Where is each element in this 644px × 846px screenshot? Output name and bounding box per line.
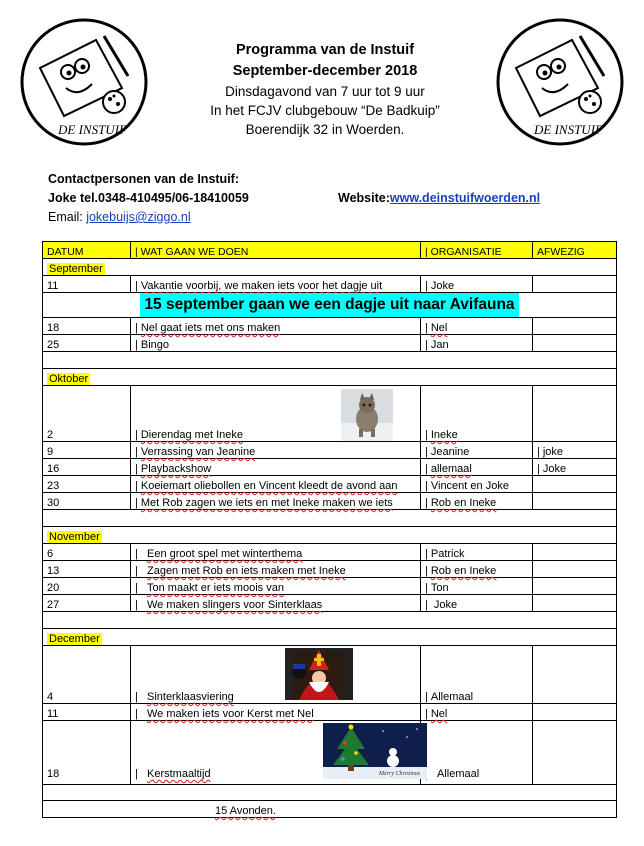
contact-phone: Joke tel.0348-410495/06-18410059 (48, 191, 249, 205)
email-label: Email: (48, 210, 87, 224)
spacer-row (43, 352, 617, 369)
header-afwezig: AFWEZIG (533, 242, 617, 259)
header-datum: DATUM (43, 242, 131, 259)
xmas-caption: Merry Christmas (379, 771, 421, 777)
page-title: Programma van de Instuif (235, 42, 415, 58)
cat-photo-icon (341, 389, 393, 441)
month-row-december (43, 629, 617, 646)
christmas-tree-icon (323, 723, 427, 779)
header-line-location: In het FCJV clubgebouw “De Badkuip” (210, 103, 440, 118)
month-row-oktober (43, 369, 617, 386)
sinterklaas-icon (285, 648, 353, 700)
header-organisatie: | ORGANISATIE (421, 242, 533, 259)
table-row: 4 | Sinterklaasviering | Allemaal (43, 646, 617, 704)
table-row: 25 | Bingo | Jan (43, 335, 617, 352)
table-row: 11 | Vakantie voorbij, we maken iets voor het dagje uit | Joke (43, 276, 617, 293)
month-row-november (43, 527, 617, 544)
table-row: 13 | Zagen met Rob en iets maken met Ineke | Rob en Ineke (43, 561, 617, 578)
website-link[interactable]: www.deinstuifwoerden.nl (389, 191, 541, 205)
table-row: 16 | Playbackshow | allemaal | Joke (43, 459, 617, 476)
instuif-logo-right (494, 16, 626, 148)
month-label: December (49, 633, 100, 645)
month-label: September (49, 263, 103, 275)
table-row: 9 | Verrassing van Jeanine | Jeanine | joke (43, 442, 617, 459)
table-row: 11 | We maken iets voor Kerst met Nel | Nel (43, 704, 617, 721)
spacer-row (43, 785, 617, 801)
banner-row (43, 293, 617, 318)
spacer-row (43, 612, 617, 629)
footer-row (43, 801, 617, 818)
spacer-row (43, 510, 617, 527)
svg-text:DE INSTUIF: DE INSTUIF (534, 122, 603, 137)
month-row-september (43, 259, 617, 276)
month-label: November (49, 531, 100, 543)
table-row: 18 | Nel gaat iets met ons maken | Nel (43, 318, 617, 335)
table-row: 2 | Dierendag met Ineke | Ineke (43, 386, 617, 442)
footer-total: 15 Avonden. (215, 805, 276, 817)
table-row: 6 | Een groot spel met winterthema | Patrick (43, 544, 617, 561)
contact-heading: Contactpersonen van de Instuif: (48, 172, 239, 186)
table-row: 27 | We maken slingers voor Sinterklaas | Joke (43, 595, 617, 612)
header-wat: | WAT GAAN WE DOEN (131, 242, 421, 259)
page-period: September-december 2018 (232, 63, 418, 79)
table-row: 23 | Koeiemart oliebollen en Vincent kleedt de avond aan | Vincent en Joke (43, 476, 617, 493)
header-line-address: Boerendijk 32 in Woerden. (245, 122, 405, 137)
header-line-time: Dinsdagavond van 7 uur tot 9 uur (225, 84, 425, 99)
email-link[interactable]: jokebuijs@ziggo.nl (86, 210, 191, 224)
table-row: 20 | Ton maakt er iets moois van | Ton (43, 578, 617, 595)
month-label: Oktober (49, 373, 89, 385)
event-banner: 15 september gaan we een dagje uit naar Avifauna (140, 293, 518, 317)
website-label: Website: (338, 191, 390, 205)
table-row: 30 | Met Rob zagen we iets en met Ineke maken we iets | Rob en Ineke (43, 493, 617, 510)
instuif-logo-left (18, 16, 150, 148)
table-header-row (43, 242, 617, 259)
header-block (165, 40, 485, 139)
program-table (42, 241, 617, 818)
contact-block (48, 170, 608, 227)
svg-text:DE INSTUIF: DE INSTUIF (58, 122, 127, 137)
table-row: 18 | Kerstmaaltijd Merry Christmas Allemaal (43, 721, 617, 785)
